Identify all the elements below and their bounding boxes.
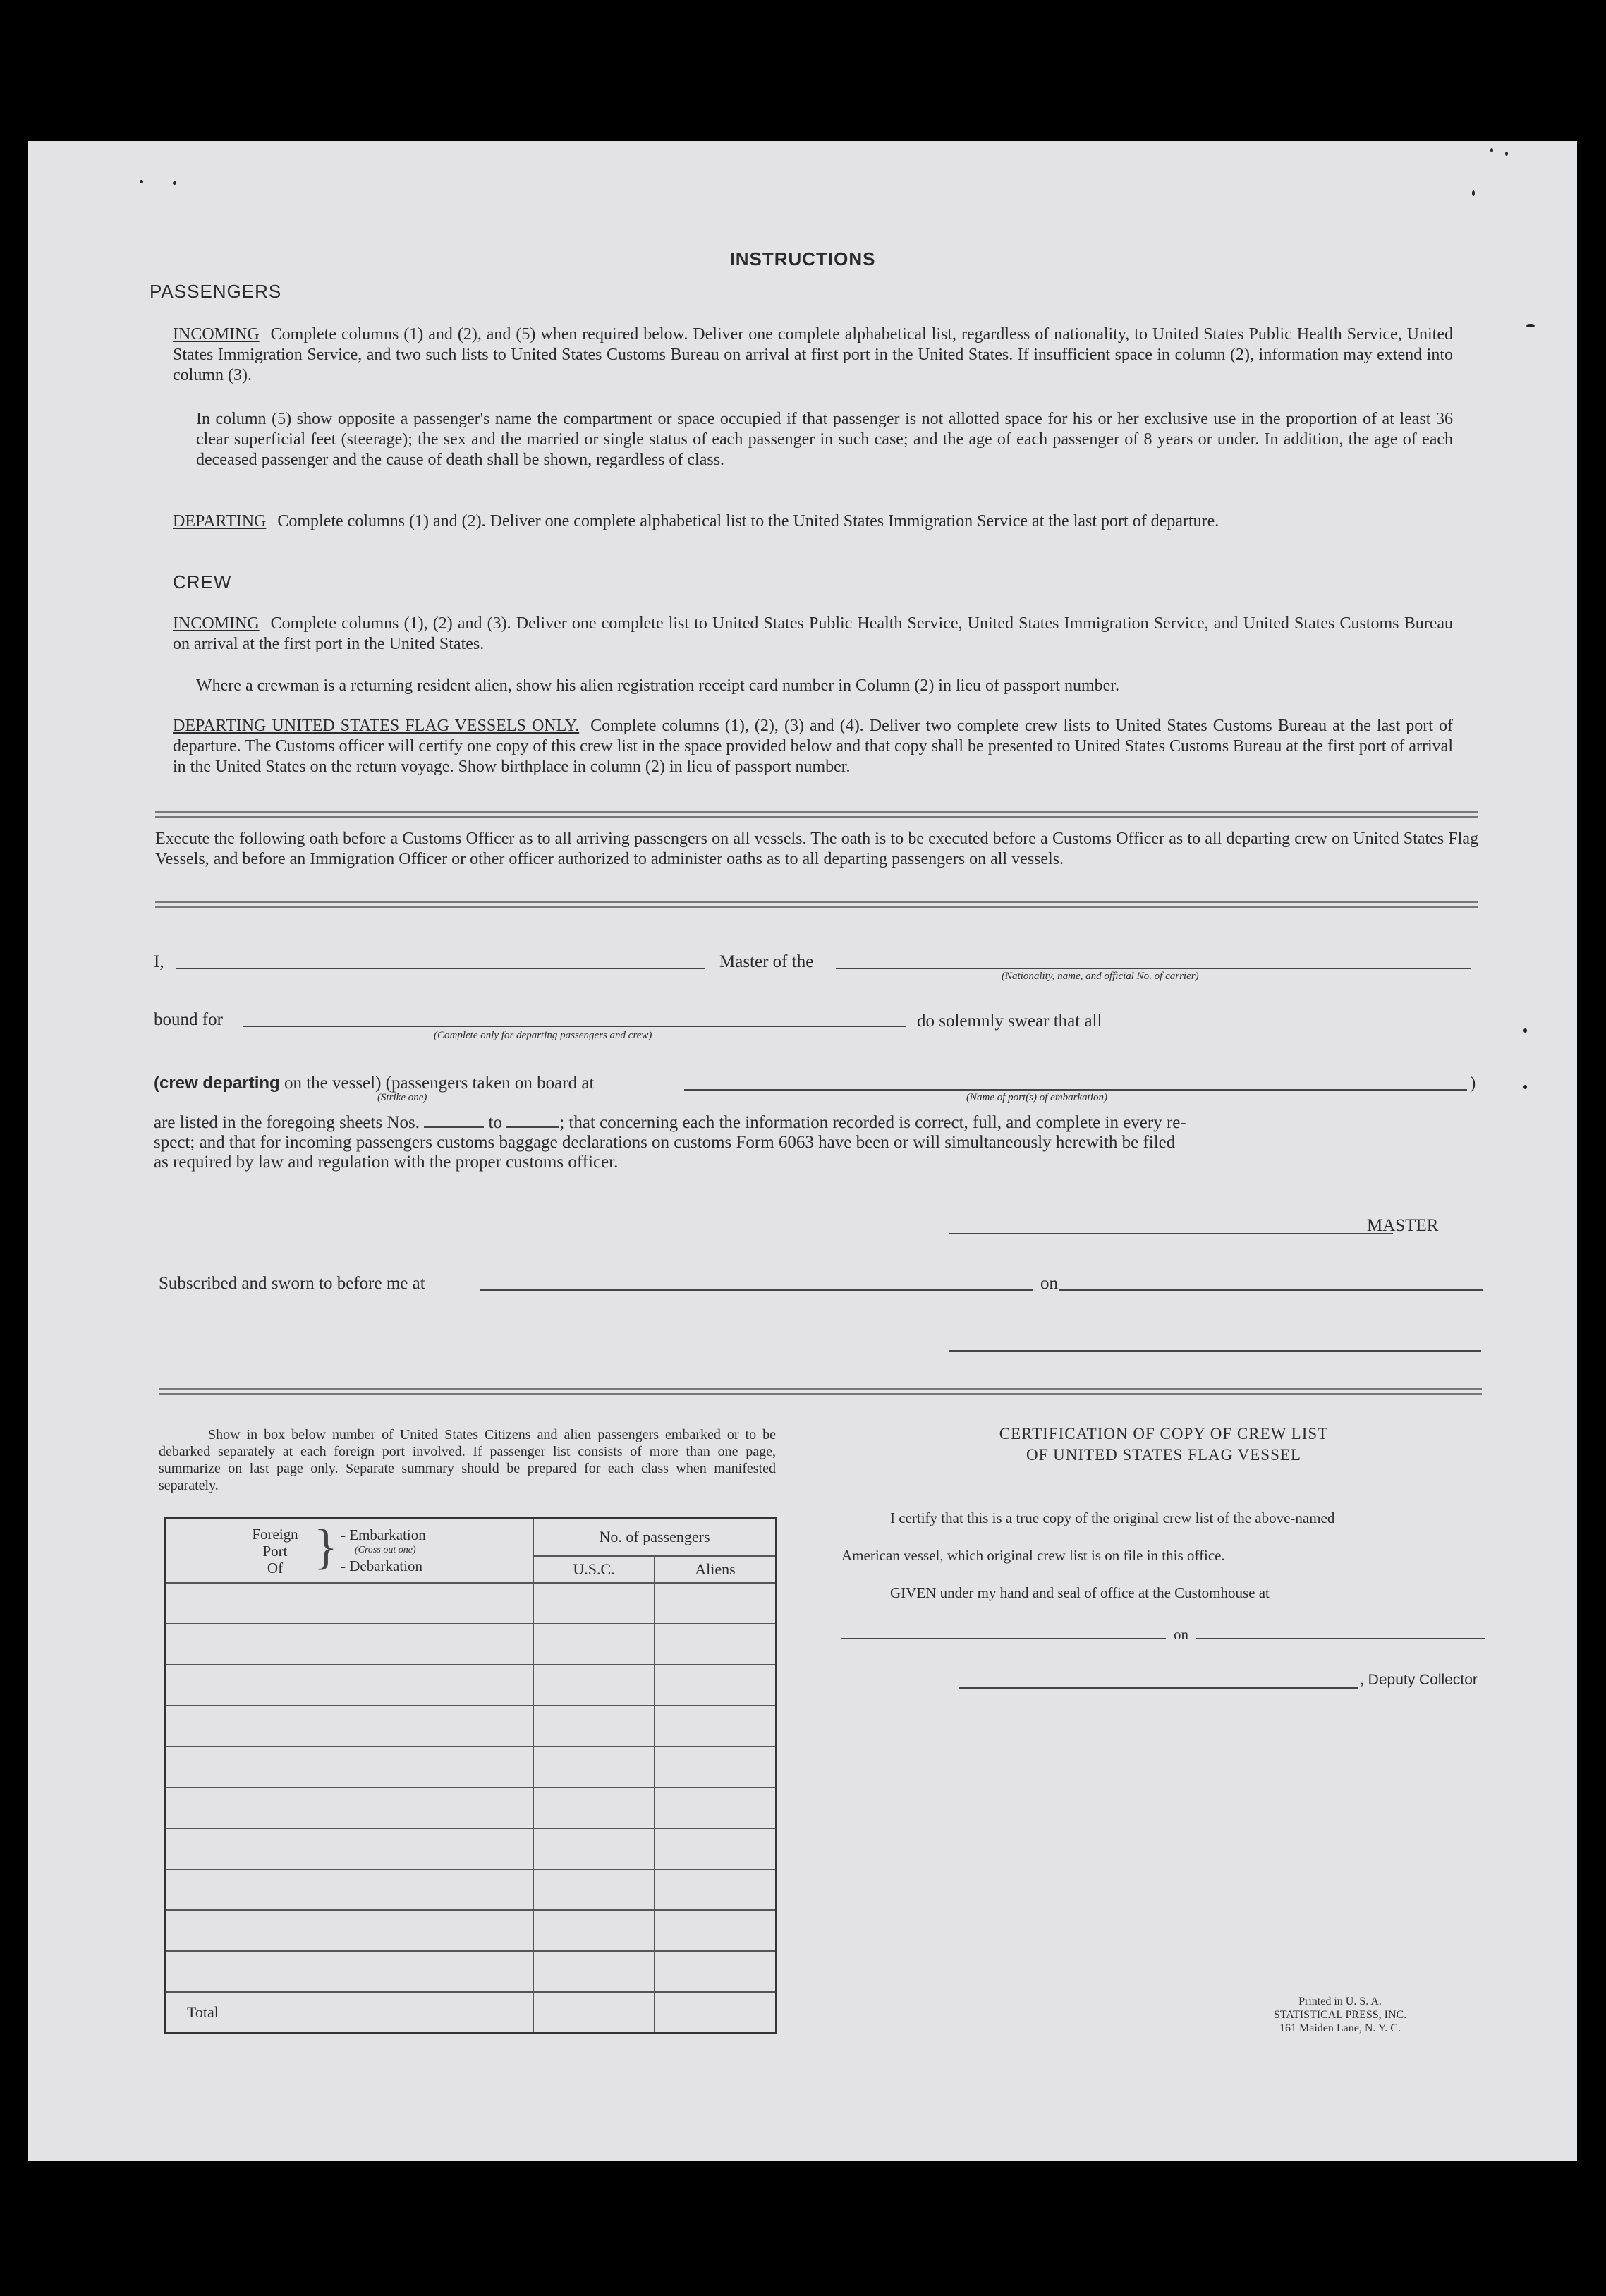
summary-row	[165, 1665, 777, 1706]
listed-text-1: ; that concerning each the information recorded is correct, full, and complete in every re-	[559, 1113, 1186, 1132]
listed-text-2: spect; and that for incoming passengers customs baggage declarations on customs Form 6063 have been or will simultaneously herewith be filed	[154, 1133, 1176, 1152]
summary-row	[165, 1706, 777, 1747]
port-cell[interactable]	[165, 1910, 534, 1951]
close-paren: )	[1470, 1074, 1476, 1093]
certification-title-1: CERTIFICATION OF COPY OF CREW LIST	[999, 1425, 1329, 1442]
crew-incoming-text: Complete columns (1), (2) and (3). Deliver one complete list to United States Public Health Service, United States Immigration Service, and United States Customs Bureau on arrival at the first port in the United States.	[173, 614, 1453, 653]
summary-row	[165, 1951, 777, 1992]
aliens-cell[interactable]	[655, 1910, 777, 1951]
printer-imprint	[1241, 1995, 1439, 2035]
embarkation-port-field[interactable]	[684, 1089, 1467, 1091]
crew-departing-option[interactable]: (crew departing	[154, 1074, 280, 1093]
port-cell[interactable]	[165, 1951, 534, 1992]
oath-i-label: I,	[154, 952, 164, 971]
port-cell[interactable]	[165, 1828, 534, 1869]
aliens-cell[interactable]	[655, 1583, 777, 1624]
printer-line-3: 161 Maiden Lane, N. Y. C.	[1279, 2022, 1401, 2034]
bound-for-field[interactable]	[243, 1026, 906, 1027]
sheet-to-field[interactable]	[506, 1114, 559, 1128]
to-label: to	[488, 1113, 502, 1132]
passengers-departing-text: Complete columns (1) and (2). Deliver one complete alphabetical list to the United States Immigration Service at the last port of departure.	[277, 512, 1219, 530]
summary-row	[165, 1910, 777, 1951]
aliens-cell[interactable]	[655, 1665, 777, 1706]
section-divider	[155, 811, 1478, 818]
port-cell[interactable]	[165, 1665, 534, 1706]
passengers-incoming-text: Complete columns (1) and (2), and (5) when required below. Deliver one complete alphabetical list, regardless of nationality, to United States Public Health Service, United States Immigration Service, and two such lists to United States Customs Bureau on arrival at first port in the United States. If insufficient space in column (2), information may extend into column (3).	[173, 325, 1453, 384]
summary-header-row	[165, 1518, 777, 1557]
scan-speck	[1523, 1028, 1527, 1033]
no-of-passengers-header: No. of passengers	[533, 1518, 777, 1557]
aliens-cell[interactable]	[655, 1624, 777, 1665]
usc-header: U.S.C.	[533, 1556, 655, 1583]
aliens-cell[interactable]	[655, 1787, 777, 1828]
crew-heading: CREW	[173, 571, 232, 593]
usc-cell[interactable]	[533, 1624, 655, 1665]
crew-departing	[173, 716, 1453, 777]
nationality-hint: (Nationality, name, and official No. of carrier)	[1002, 971, 1199, 982]
certification-title	[853, 1423, 1474, 1466]
aliens-cell[interactable]	[655, 1951, 777, 1992]
form-page	[28, 141, 1577, 2161]
embarkation-option[interactable]: - Embarkation	[341, 1526, 426, 1543]
crew-alien-text: Where a crewman is a returning resident alien, show his alien registration receipt card number in Column (2) in lieu of passport number.	[196, 676, 1119, 695]
usc-cell[interactable]	[533, 1910, 655, 1951]
port-cell[interactable]	[165, 1706, 534, 1747]
aliens-cell[interactable]	[655, 1869, 777, 1910]
crew-departing-text: Complete columns (1), (2), (3) and (4). Deliver two complete crew lists to United States Customs Bureau at the last port of departure. The Customs officer will certify one copy of this crew list in the space provided below and that copy shall be presented to United States Customs Bureau at the first port of arrival in the United States on the return voyage. Show birthplace in column (2) in lieu of passport number.	[173, 717, 1453, 776]
port-cell[interactable]	[165, 1787, 534, 1828]
summary-total-row	[165, 1992, 777, 2034]
passengers-departing	[173, 511, 1453, 532]
cross-out-hint: (Cross out one)	[355, 1545, 416, 1555]
printer-line-2: STATISTICAL PRESS, INC.	[1273, 2009, 1407, 2021]
passengers-incoming	[173, 324, 1453, 386]
usc-cell[interactable]	[533, 1665, 655, 1706]
listed-line-1	[154, 1113, 1186, 1133]
page-title: INSTRUCTIONS	[729, 248, 876, 269]
oath-divider	[155, 901, 1478, 908]
aliens-cell[interactable]	[655, 1828, 777, 1869]
port-cell[interactable]	[165, 1747, 534, 1787]
deputy-collector-label: , Deputy Collector	[1360, 1672, 1478, 1688]
deputy-signature-field[interactable]	[959, 1687, 1358, 1689]
passengers-heading: PASSENGERS	[150, 281, 282, 302]
of-label: Of	[267, 1560, 284, 1577]
foreign-label: Foreign	[252, 1526, 298, 1543]
scan-speck	[140, 180, 143, 183]
bottom-divider	[159, 1388, 1482, 1395]
certification-line-3: GIVEN under my hand and seal of office at the Customhouse at	[890, 1584, 1270, 1601]
port-hint: (Name of port(s) of embarkation)	[966, 1092, 1107, 1103]
master-name-field[interactable]	[176, 968, 705, 969]
port-cell[interactable]	[165, 1624, 534, 1665]
certification-line-2: American vessel, which original crew list is on file in this office.	[841, 1547, 1225, 1564]
scan-speck	[173, 181, 176, 185]
crew-departing-label: DEPARTING UNITED STATES FLAG VESSELS ONLY.	[173, 717, 580, 735]
crew-incoming-label: INCOMING	[173, 614, 260, 633]
aliens-cell[interactable]	[655, 1747, 777, 1787]
aliens-cell[interactable]	[655, 1706, 777, 1747]
usc-cell[interactable]	[533, 1583, 655, 1624]
master-label: MASTER	[1367, 1216, 1439, 1235]
summary-row	[165, 1747, 777, 1787]
listed-text-3: as required by law and regulation with the proper customs officer.	[154, 1153, 619, 1172]
debarkation-option[interactable]: - Debarkation	[341, 1557, 423, 1574]
crew-passengers-line	[154, 1074, 594, 1093]
on-the-vessel-text: on the vessel)	[284, 1074, 382, 1093]
scan-speck	[1490, 148, 1493, 152]
master-signature-field[interactable]	[949, 1233, 1393, 1234]
master-of-the-label: Master of the	[719, 952, 814, 971]
total-label: Total	[165, 1992, 534, 2034]
passengers-column5-text: In column (5) show opposite a passenger's name the compartment or space occupied if that passenger is not allotted space for his or her exclusive use in the proportion of at least 36 clear superficial feet (steerage); the sex and the married or single status of each passenger in such case; and the age of each passenger of 8 years or under. In addition, the age of each deceased passenger and the cause of death shall be shown, regardless of class.	[196, 410, 1453, 469]
port-header-cell	[165, 1518, 534, 1584]
port-cell[interactable]	[165, 1869, 534, 1910]
embark-debark-labels	[341, 1527, 426, 1574]
printer-line-1: Printed in U. S. A.	[1298, 1996, 1382, 2008]
scan-speck	[1526, 324, 1535, 327]
subscribed-label: Subscribed and sworn to before me at	[159, 1274, 425, 1293]
scan-speck	[1472, 190, 1475, 196]
sworn-location-field[interactable]	[480, 1289, 1033, 1291]
certification-on-label: on	[1174, 1626, 1188, 1643]
customhouse-field[interactable]	[841, 1638, 1166, 1639]
port-cell[interactable]	[165, 1583, 534, 1624]
usc-cell[interactable]	[533, 1747, 655, 1787]
usc-cell[interactable]	[533, 1787, 655, 1828]
passengers-taken-option[interactable]: (passengers taken on board at	[385, 1074, 595, 1093]
certification-line-1: I certify that this is a true copy of the original crew list of the above-named	[890, 1510, 1335, 1526]
officer-signature-field[interactable]	[949, 1350, 1481, 1352]
total-usc-cell[interactable]	[533, 1992, 655, 2034]
passengers-departing-label: DEPARTING	[173, 512, 267, 530]
crew-incoming	[173, 614, 1453, 655]
passenger-summary-table	[164, 1517, 777, 2034]
bound-for-label: bound for	[154, 1010, 223, 1029]
sheet-from-field[interactable]	[424, 1114, 484, 1128]
certification-date-field[interactable]	[1196, 1638, 1485, 1639]
port-label: Port	[262, 1543, 288, 1560]
passengers-incoming-label: INCOMING	[173, 325, 260, 344]
usc-cell[interactable]	[533, 1706, 655, 1747]
summary-row	[165, 1624, 777, 1665]
oath-instruction: Execute the following oath before a Customs Officer as to all arriving passengers on all vessels. The oath is to be executed before a Customs Officer as to all departing crew on United States Flag Vessels, and before an Immigration Officer or other officer authorized to administer oaths as to all departing passengers on all vessels.	[155, 830, 1478, 868]
summary-instruction: Show in box below number of United States Citizens and alien passengers embarked or to be debarked separately at each foreign port involved. If passenger list consists of more than one page, summarize on last page only. Separate summary should be prepared for each class when manifested separately.	[159, 1427, 776, 1493]
usc-cell[interactable]	[533, 1828, 655, 1869]
brace-icon: }	[314, 1520, 338, 1574]
sworn-date-field[interactable]	[1059, 1289, 1483, 1291]
foreign-port-of-label	[243, 1526, 307, 1577]
swear-label: do solemnly swear that all	[917, 1012, 1102, 1031]
bound-for-hint: (Complete only for departing passengers and crew)	[434, 1030, 652, 1041]
total-aliens-cell[interactable]	[655, 1992, 777, 2034]
scan-speck	[1505, 152, 1508, 156]
usc-cell[interactable]	[533, 1951, 655, 1992]
summary-row	[165, 1583, 777, 1624]
strike-one-hint: (Strike one)	[377, 1092, 427, 1103]
usc-cell[interactable]	[533, 1869, 655, 1910]
scan-speck	[1523, 1085, 1527, 1089]
summary-row	[165, 1828, 777, 1869]
sworn-on-label: on	[1040, 1274, 1058, 1293]
aliens-header: Aliens	[655, 1556, 777, 1583]
summary-row	[165, 1869, 777, 1910]
summary-row	[165, 1787, 777, 1828]
certification-title-2: OF UNITED STATES FLAG VESSEL	[1026, 1446, 1301, 1464]
listed-prefix: are listed in the foregoing sheets Nos.	[154, 1113, 420, 1132]
carrier-field[interactable]	[836, 968, 1471, 969]
